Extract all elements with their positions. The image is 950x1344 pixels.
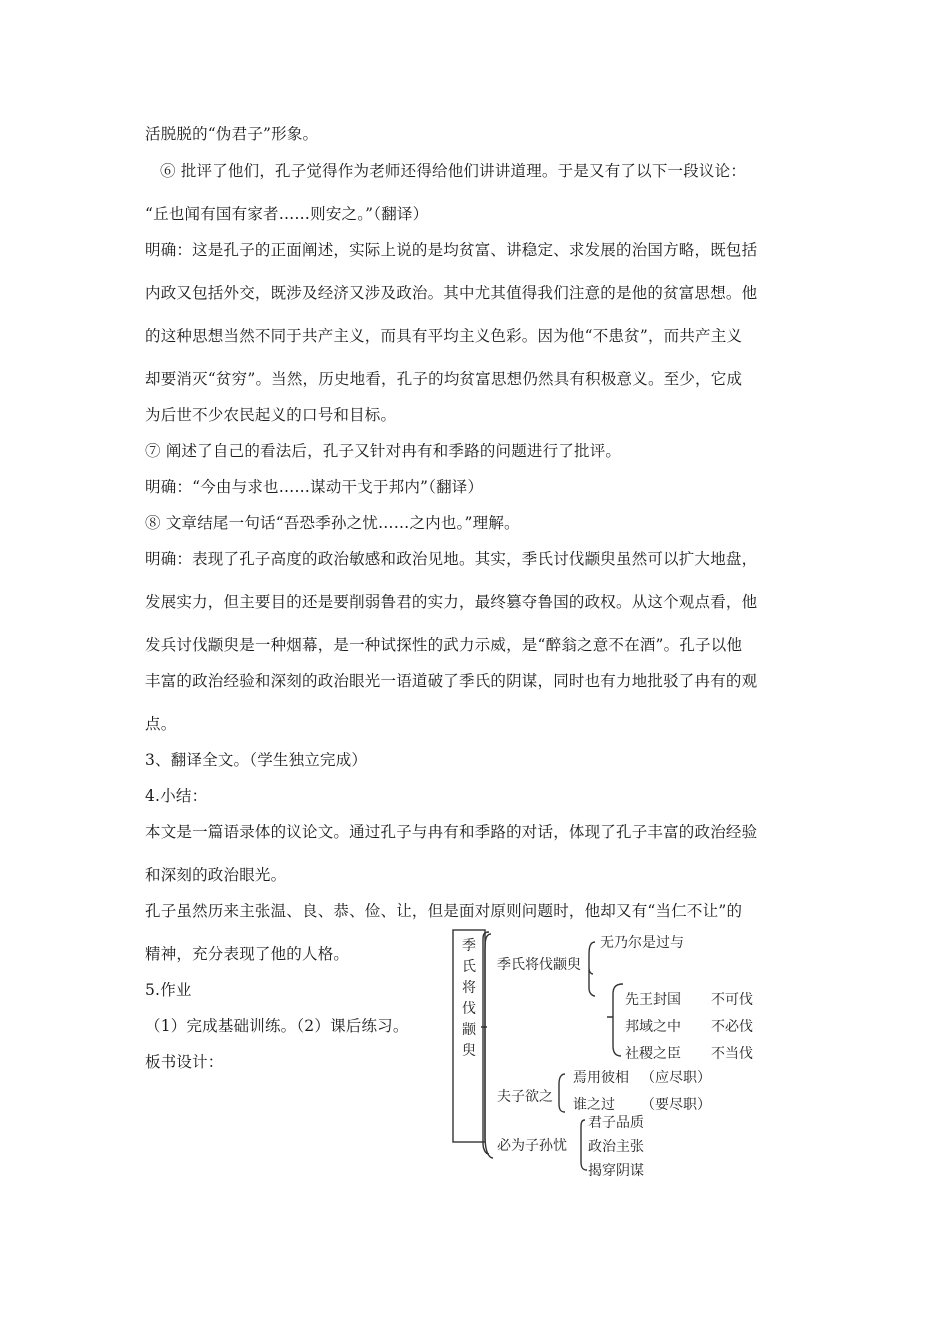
text-line: （1）完成基础训练。（2）课后练习。 bbox=[145, 1017, 409, 1035]
text-line: ⑦ 阐述了自己的看法后，孔子又针对冉有和季路的问题进行了批评。 bbox=[145, 442, 622, 460]
text-line: 本文是一篇语录体的议论文。通过孔子与冉有和季路的对话，体现了孔子丰富的政治经验 bbox=[145, 823, 758, 841]
text-line: 丰富的政治经验和深刻的政治眼光一语道破了季氏的阴谋，同时也有力地批驳了冉有的观 bbox=[145, 672, 758, 690]
text-line: 精神，充分表现了他的人格。 bbox=[145, 945, 350, 963]
text-line: 明确：“今由与求也……谋动干戈于邦内”（翻译） bbox=[145, 478, 484, 496]
board-item: 社稷之臣 bbox=[625, 1046, 681, 1062]
board-branch-2: 夫子欲之 bbox=[497, 1089, 553, 1105]
board-item: 不可伐 bbox=[711, 992, 753, 1008]
text-line: 活脱脱的“伪君子”形象。 bbox=[145, 125, 319, 143]
text-line: 板书设计： bbox=[145, 1053, 224, 1071]
text-line: 3、翻译全文。（学生独立完成） bbox=[145, 751, 368, 769]
board-item: 政治主张 bbox=[588, 1139, 644, 1155]
board-branch-3: 必为子孙忧 bbox=[497, 1138, 567, 1154]
board-item: （要尽职） bbox=[641, 1097, 711, 1113]
board-item: 先王封国 bbox=[625, 992, 681, 1008]
text-line: 发兵讨伐颛臾是一种烟幕，是一种试探性的武力示威，是“醉翁之意不在酒”。孔子以他 bbox=[145, 636, 743, 654]
text-line: 的这种思想当然不同于共产主义，而具有平均主义色彩。因为他“不患贫”，而共产主义 bbox=[145, 327, 743, 345]
text-line: 明确：表现了孔子高度的政治敏感和政治见地。其实，季氏讨伐颛臾虽然可以扩大地盘， bbox=[145, 550, 758, 568]
text-line: “丘也闻有国有家者……则安之。”（翻译） bbox=[145, 205, 429, 223]
text-line: 明确：这是孔子的正面阐述，实际上说的是均贫富、讲稳定、求发展的治国方略，既包括 bbox=[145, 241, 758, 259]
text-line: 为后世不少农民起义的口号和目标。 bbox=[145, 406, 397, 424]
board-item: 谁之过 bbox=[573, 1097, 615, 1113]
text-line: 发展实力，但主要目的还是要削弱鲁君的实力，最终篡夺鲁国的政权。从这个观点看，他 bbox=[145, 593, 758, 611]
text-line: 孔子虽然历来主张温、良、恭、俭、让，但是面对原则问题时，他却又有“当仁不让”的 bbox=[145, 902, 743, 920]
board-branch-1: 季氏将伐颛臾 bbox=[497, 957, 581, 973]
board-item: 无乃尔是过与 bbox=[600, 935, 684, 951]
board-design-diagram bbox=[445, 922, 775, 1184]
board-item: 不必伐 bbox=[711, 1019, 753, 1035]
board-title-vertical: 季氏将伐颛臾 bbox=[462, 938, 476, 1059]
text-line: 和深刻的政治眼光。 bbox=[145, 866, 287, 884]
text-line: ⑥ 批评了他们，孔子觉得作为老师还得给他们讲讲道理。于是又有了以下一段议论： bbox=[160, 162, 747, 180]
board-item: 焉用彼相 bbox=[573, 1070, 629, 1086]
text-line: 内政又包括外交，既涉及经济又涉及政治。其中尤其值得我们注意的是他的贫富思想。他 bbox=[145, 284, 758, 302]
text-line: 4.小结： bbox=[145, 787, 208, 805]
text-line: 5.作业 bbox=[145, 981, 192, 999]
board-item: 揭穿阴谋 bbox=[588, 1163, 644, 1179]
text-line: ⑧ 文章结尾一句话“吾恐季孙之忧……之内也。”理解。 bbox=[145, 514, 520, 532]
text-line: 却要消灭“贫穷”。当然，历史地看，孔子的均贫富思想仍然具有积极意义。至少，它成 bbox=[145, 370, 743, 388]
board-item: （应尽职） bbox=[641, 1070, 711, 1086]
board-item: 君子品质 bbox=[588, 1115, 644, 1131]
board-item: 邦域之中 bbox=[625, 1019, 681, 1035]
text-line: 点。 bbox=[145, 715, 177, 733]
board-item: 不当伐 bbox=[711, 1046, 753, 1062]
